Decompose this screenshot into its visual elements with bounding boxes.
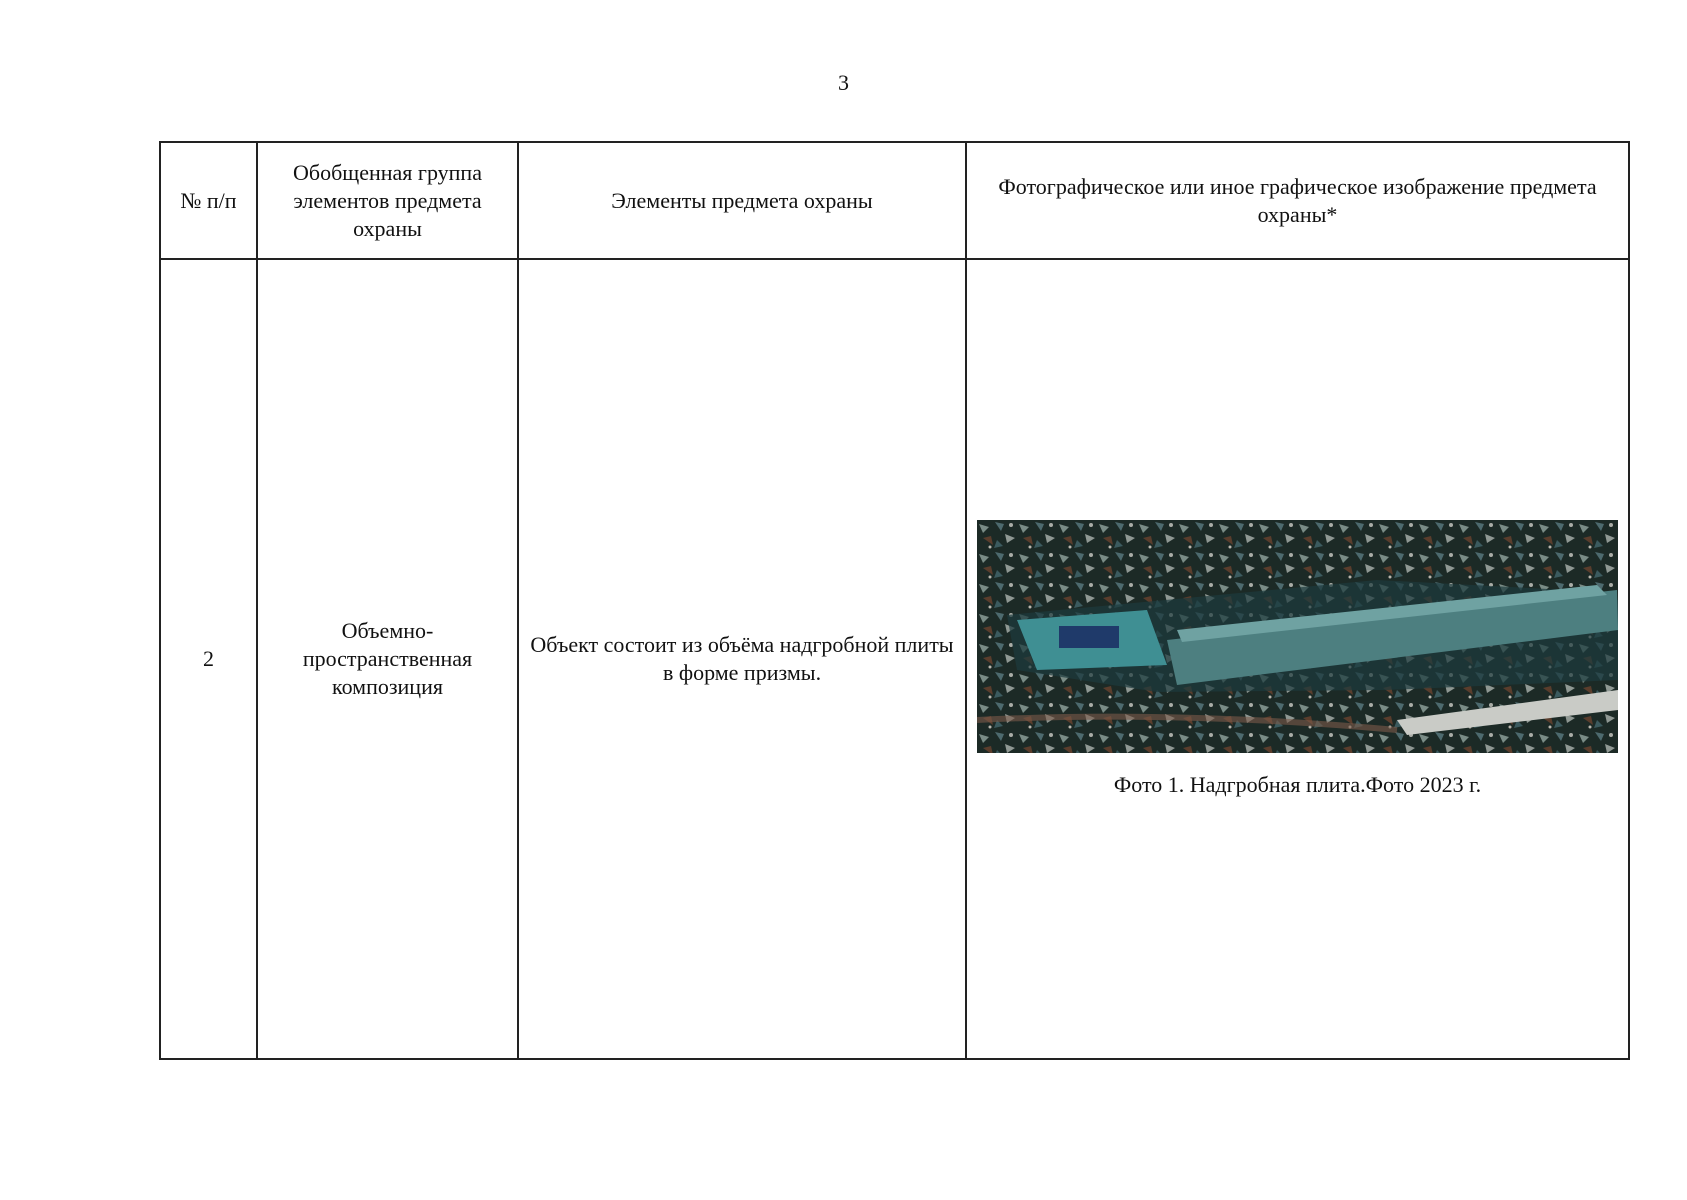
table-row	[160, 259, 1629, 1059]
protection-table	[159, 141, 1630, 1060]
photo-caption: Фото 1. Надгробная плита.Фото 2023 г.	[1113, 771, 1482, 797]
cell-number: 2	[160, 259, 257, 1059]
cell-photo	[966, 259, 1629, 1059]
page-number: 3	[838, 70, 849, 95]
tombstone-photo	[977, 520, 1618, 753]
cell-group: Объемно-пространственная композиция	[257, 259, 518, 1059]
cell-elements: Объект состоит из объёма надгробной плиты в форме призмы.	[518, 259, 966, 1059]
table-header-row	[160, 142, 1629, 259]
header-group: Обобщенная группа элементов предмета охраны	[257, 142, 518, 259]
header-number: № п/п	[160, 142, 257, 259]
header-photo: Фотографическое или иное графическое изображение предмета охраны*	[966, 142, 1629, 259]
header-elements: Элементы предмета охраны	[518, 142, 966, 259]
